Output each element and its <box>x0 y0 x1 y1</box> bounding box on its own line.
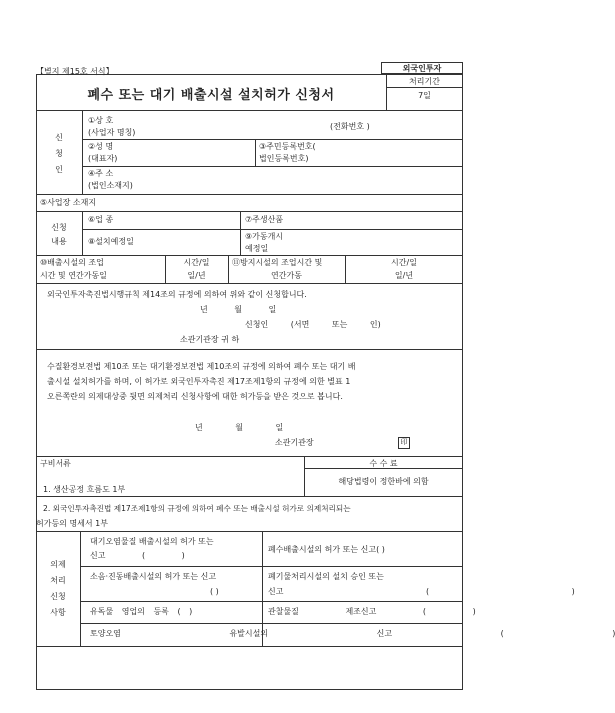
form-number: 【별지 제15호 서식】 <box>36 67 114 76</box>
deemed-label-1: 의제 <box>50 560 66 569</box>
documents-item-2-line-2: 허가등의 명세서 1부 <box>36 519 108 528</box>
fee-text: 해당법령이 정한바에 의함 <box>338 477 429 486</box>
install-date-label: ⑧설치예정일 <box>88 237 134 246</box>
permit-text-line-2: 출시설 설치허가를 하며, 이 허가로 외국인투자촉진 제17조제1항의 규정에 의한 별표 1 <box>47 377 351 386</box>
op-hours-sublabel: 시간 및 연간가동일 <box>40 271 107 280</box>
applicant-label-1: 신 <box>55 133 63 142</box>
declaration-applicant: 신청인 (서면 또는 인) <box>245 320 381 329</box>
rule <box>255 139 256 166</box>
op-hours-label: ⑩배출시설의 조업 <box>40 258 104 267</box>
foreigner-investment-label: 외국인투자 <box>402 64 442 73</box>
rule <box>82 229 463 230</box>
start-date-label: ⑨가동개시 <box>245 232 284 241</box>
deemed-label-2: 처리 <box>50 576 66 585</box>
start-date-sublabel: 예정일 <box>245 244 269 253</box>
rule <box>80 601 463 602</box>
deemed-r2c2-line-2: 신고 ( ) <box>268 587 575 596</box>
rule <box>240 211 241 255</box>
phone-label: (전화번호 ) <box>330 122 370 131</box>
deemed-r2c1-line-2: ( ) <box>210 587 219 596</box>
declaration-date: 년 월 일 <box>200 305 277 314</box>
rule <box>36 211 463 212</box>
id-number-sublabel: 법인등록번호) <box>259 154 309 163</box>
permit-issuer: 소관기관장 <box>275 438 314 447</box>
id-number-label: ③주민등록번호( <box>259 142 316 151</box>
deemed-r1c1-line-2: 신고 ( ) <box>90 551 185 560</box>
deemed-r1c1-line-1: 대기오염물질 배출시설의 허가 또는 <box>90 537 214 546</box>
documents-item-1: 1. 생산공정 흐름도 1부 <box>43 485 126 494</box>
foreigner-investment-box <box>381 62 463 74</box>
details-label-2: 내용 <box>51 237 67 246</box>
name-label: ②성 명 <box>88 142 114 151</box>
fee-label: 수 수 료 <box>369 459 398 468</box>
deemed-r2c1-line-1: 소음·진동배출시설의 허가 또는 신고 <box>90 572 217 581</box>
details-label-1: 신청 <box>51 223 67 232</box>
declaration-text: 외국인투자촉진법시행규칙 제14조의 규정에 의하여 위와 같이 신청합니다. <box>47 290 307 299</box>
prevention-hours-sublabel: 연간가동 <box>271 271 302 280</box>
rule <box>36 349 463 350</box>
rule <box>36 496 463 497</box>
official-seal: 印 <box>398 437 410 449</box>
rule <box>80 566 463 567</box>
prevention-hours-unit: 시간/일 <box>391 258 417 267</box>
deemed-r1c2: 폐수배출시설의 허가 또는 신고( ) <box>268 545 385 554</box>
deemed-r2c2-line-1: 폐기물처리시설의 설치 승인 또는 <box>268 572 384 581</box>
rule <box>82 211 83 255</box>
rule <box>36 646 463 647</box>
industry-label: ⑥업 종 <box>88 215 114 224</box>
rule <box>82 139 463 140</box>
rule <box>80 623 463 624</box>
rule <box>36 531 463 532</box>
processing-period-value: 7일 <box>418 91 431 100</box>
address-label: ④주 소 <box>88 169 114 178</box>
deemed-r4c1: 토양오염 유발시설의 신고 ( ) <box>90 629 615 638</box>
permit-text-line-1: 수질환경보전법 제10조 또는 대기환경보전법 제10조의 규정에 의하여 폐수 또는 대기 배 <box>47 362 356 371</box>
op-days-unit: 일/년 <box>187 271 206 280</box>
trade-name-sublabel: (사업자 명칭) <box>88 128 136 137</box>
applicant-label-2: 청 <box>55 149 63 158</box>
name-sublabel: (대표자) <box>88 154 118 163</box>
rule <box>36 194 463 195</box>
rule <box>36 283 463 284</box>
deemed-label-4: 사항 <box>50 608 66 617</box>
processing-divider <box>386 87 463 88</box>
deemed-label-3: 신청 <box>50 592 66 601</box>
prevention-days-unit: 일/년 <box>394 271 414 280</box>
applicant-label-3: 인 <box>55 165 63 174</box>
rule <box>36 110 463 111</box>
prevention-hours-label: ⑪방지시설의 조업시간 및 <box>232 258 323 267</box>
trade-name-label: ①상 호 <box>88 116 114 125</box>
rule <box>36 255 463 256</box>
rule <box>82 110 83 194</box>
documents-label: 구비서류 <box>40 459 71 468</box>
rule <box>36 456 463 457</box>
declaration-recipient: 소관기관장 귀 하 <box>180 335 240 344</box>
permit-date: 년 월 일 <box>195 423 284 432</box>
op-hours-unit: 시간/일 <box>183 258 210 267</box>
form-title: 폐수 또는 대기 배출시설 설치허가 신청서 <box>87 88 335 103</box>
site-address-label: ⑤사업장 소재지 <box>40 198 97 207</box>
documents-item-2-line-1: 2. 외국인투자촉진법 제17조제1항의 규정에 의하여 폐수 또는 배출시설 허가로 의제처리되는 <box>43 504 351 513</box>
rule <box>80 531 81 646</box>
main-product-label: ⑦주생산품 <box>245 215 284 224</box>
rule <box>82 166 463 167</box>
address-sublabel: (법인소재지) <box>88 181 133 190</box>
permit-text-line-3: 오른쪽란의 의제대상중 뒷면 의제처리 신청사항에 대한 허가등을 받은 것으로 봅니다. <box>47 392 343 401</box>
processing-period-label: 처리기간 <box>409 77 440 86</box>
deemed-r3c1: 유독물 영업의 등록 ( ) <box>90 607 193 616</box>
deemed-r3c2: 관찰물질 제조신고 ( ) <box>268 607 476 616</box>
